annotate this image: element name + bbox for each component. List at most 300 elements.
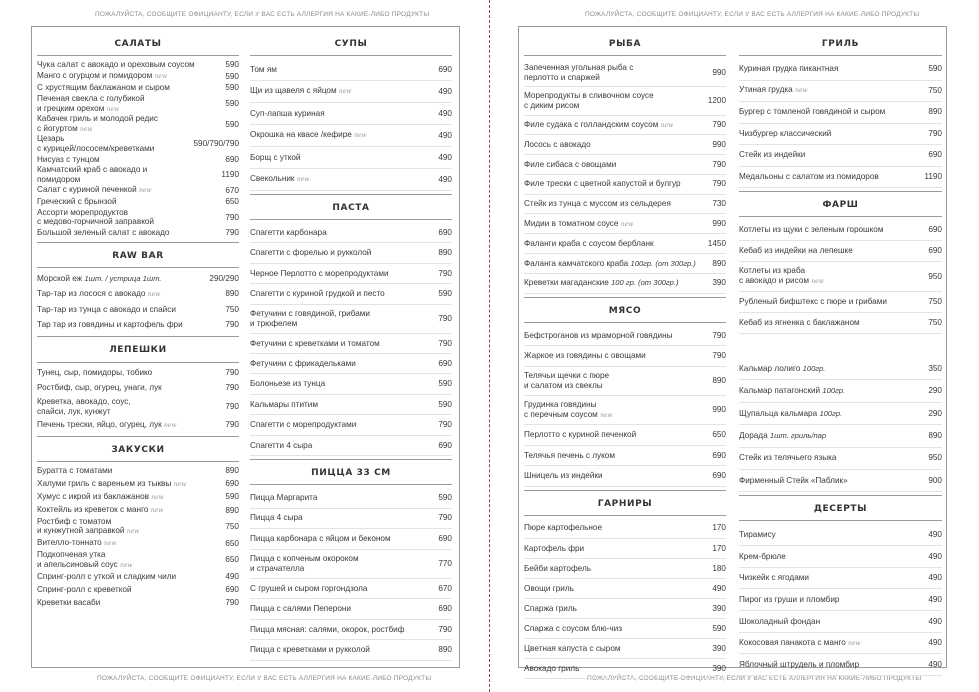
menu-item-price: 670 <box>225 185 239 195</box>
menu-item-name-line: Медальоны с салатом из помидоров <box>739 171 879 181</box>
menu-item-name <box>524 584 712 594</box>
menu-item-price: 790 <box>712 351 726 361</box>
menu-item-price: 490 <box>225 572 239 582</box>
menu-item-name <box>524 400 712 420</box>
menu-item-name <box>739 150 928 160</box>
menu-item-price: 690 <box>438 358 452 368</box>
menu-item-price: 180 <box>712 563 726 573</box>
menu-item <box>250 579 452 600</box>
section-salaty <box>37 32 239 242</box>
menu-item-name <box>37 305 225 315</box>
menu-item-name-line: Цезарь <box>37 134 65 144</box>
menu-item-name-line: Кокосовая панакота с манго <box>739 637 846 647</box>
menu-item-price: 790 <box>438 513 452 523</box>
menu-item-name-line: Тар-тар из лосося с авокадо <box>37 288 146 298</box>
menu-item-name-line: Буратта с томатами <box>37 466 113 476</box>
menu-item-name-line: Грудинка говядины <box>524 399 597 409</box>
menu-item-price: 890 <box>712 258 726 268</box>
menu-item <box>739 124 942 146</box>
menu-item-name-line: Фаланга камчатского краба <box>524 258 629 268</box>
menu-item-price: 590 <box>438 379 452 389</box>
menu-item <box>739 448 942 470</box>
new-badge: new <box>154 73 168 81</box>
menu-item <box>250 169 452 191</box>
menu-item <box>37 550 239 570</box>
section-title-deserty: ДЕСЕРТЫ <box>739 495 942 521</box>
menu-item-price: 590 <box>712 623 726 633</box>
menu-item-price: 690 <box>928 225 942 235</box>
menu-item <box>250 436 452 456</box>
menu-item-name <box>250 534 438 544</box>
menu-item-price: 490 <box>928 616 942 626</box>
menu-item-name-line: с медово-горчичной заправкой <box>37 217 154 227</box>
menu-item <box>524 619 726 639</box>
menu-item-name-line: Дорада <box>739 431 768 441</box>
menu-item-price: 590 <box>928 64 942 74</box>
menu-item <box>524 579 726 599</box>
menu-item-price: 590 <box>225 71 239 81</box>
menu-item-price: 490 <box>928 594 942 604</box>
menu-item <box>524 87 726 115</box>
menu-item-price: 690 <box>712 450 726 460</box>
menu-item-price: 750 <box>928 85 942 95</box>
menu-item <box>37 491 239 504</box>
menu-item <box>250 488 452 509</box>
menu-item-name <box>37 60 225 70</box>
menu-item-name-line: Креветки магаданские <box>524 278 609 288</box>
menu-item-price: 890 <box>928 431 942 441</box>
menu-item-name <box>37 208 225 227</box>
menu-item-name-line: Пицца Маргарита <box>250 492 318 502</box>
menu-item-name-line: Пицца с копченым окороком <box>250 554 359 564</box>
menu-item-name-line: Рубленый бифштекс с пюре и грибами <box>739 297 887 307</box>
menu-item-name <box>739 660 928 670</box>
menu-item-name-line: Картофель фри <box>524 543 585 553</box>
menu-item-name-line: Спагетти с куриной грудкой и песто <box>250 289 385 299</box>
column-1 <box>37 32 239 613</box>
menu-item-note: 100 гр. (от 300гр.) <box>611 278 679 288</box>
menu-item-name-line: Запеченная угольная рыба с <box>524 63 634 73</box>
menu-item-name <box>524 371 712 390</box>
menu-item-name <box>524 331 712 341</box>
menu-item-price: 790 <box>225 368 239 378</box>
menu-item-price: 1190 <box>221 170 239 180</box>
menu-item-name-line: Котлеты из краба <box>739 266 806 276</box>
menu-item-price: 790 <box>438 420 452 430</box>
menu-item-name-line: Халуми гриль с вареньем из тыквы <box>37 478 172 488</box>
menu-item-price: 390 <box>712 664 726 674</box>
menu-item-price: 690 <box>225 154 239 164</box>
menu-item-price: 790 <box>438 624 452 634</box>
menu-item <box>37 396 239 418</box>
menu-item <box>739 380 942 402</box>
menu-item-name <box>739 530 928 540</box>
menu-list-salaty <box>37 56 239 242</box>
menu-item-name <box>37 492 225 503</box>
section-title-kalmary <box>739 337 942 355</box>
menu-item-price: 900 <box>928 475 942 485</box>
menu-item <box>739 313 942 334</box>
menu-item-price: 750 <box>928 297 942 307</box>
new-badge: new <box>354 132 367 140</box>
menu-item-name <box>37 368 225 378</box>
menu-item <box>524 659 726 679</box>
menu-item-name <box>37 185 225 196</box>
menu-item-name <box>250 248 438 258</box>
menu-item-name <box>739 453 928 463</box>
menu-item-price: 690 <box>225 479 239 489</box>
menu-item-name-line: Фетучини с креветками и томатом <box>250 338 380 348</box>
new-badge: new <box>138 187 152 195</box>
menu-item <box>739 470 942 492</box>
menu-item-name-line: Пюре картофельное <box>524 523 602 533</box>
menu-item-name-line: Жаркое из говядины с овощами <box>524 351 646 361</box>
menu-item <box>250 264 452 284</box>
menu-item-price: 790 <box>712 179 726 189</box>
menu-item-price: 750 <box>225 522 239 532</box>
menu-item-name-line: Куриная грудка пикантная <box>739 64 839 74</box>
menu-item-name-line: Мидии в томатном соусе <box>524 218 619 228</box>
menu-list-deserty <box>739 521 942 679</box>
menu-item-price: 690 <box>928 246 942 256</box>
menu-item-note: 1шт. / устрица 1шт. <box>84 273 162 283</box>
menu-item-name-line: Фетучини с говядиной, грибами <box>250 309 370 319</box>
menu-item-price: 490 <box>928 529 942 539</box>
menu-item-price: 1450 <box>707 238 726 248</box>
menu-item-name-line: Креветка, авокадо, соус, <box>37 397 131 407</box>
menu-item-name-line: с авокадо и рисом <box>739 276 809 285</box>
menu-item <box>250 59 452 81</box>
menu-item <box>37 381 239 396</box>
menu-item <box>524 559 726 579</box>
menu-item-name <box>37 228 225 238</box>
menu-item-name <box>250 379 438 389</box>
allergy-note-top-right: ПОЖАЛУЙСТА, СООБЩИТЕ ОФИЦИАНТУ, ЕСЛИ У ВАС ЕСТЬ АЛЛЕРГИЯ НА КАКИЕ-ЛИБО ПРОДУКТЫ <box>585 11 920 18</box>
menu-item-name-line: Чука салат с авокадо и ореховым соусом <box>37 60 195 70</box>
section-farsh <box>739 191 942 337</box>
menu-item-price: 590/790/790 <box>193 139 239 149</box>
menu-list-rawbar <box>37 268 239 336</box>
menu-item-price: 490 <box>438 130 452 140</box>
menu-item-name <box>524 451 712 461</box>
menu-item-price: 650 <box>225 555 239 565</box>
section-ryba <box>524 32 726 297</box>
menu-item-name <box>250 441 438 451</box>
menu-item-name-line: Печень трески, яйцо, огурец, лук <box>37 419 162 429</box>
menu-item-name-line: и апельсиновый соус <box>37 559 118 569</box>
menu-item-price: 590 <box>225 83 239 93</box>
menu-item-name <box>524 140 712 150</box>
menu-item-name <box>739 225 928 235</box>
section-zakuski <box>37 436 239 613</box>
menu-item <box>250 640 452 661</box>
menu-item <box>250 529 452 550</box>
section-title-farsh: ФАРШ <box>739 191 942 217</box>
menu-item <box>524 446 726 467</box>
menu-item-price: 590 <box>225 492 239 502</box>
menu-item-name <box>739 573 928 583</box>
menu-item-name-line: Филе трески с цветной капустой и булгур <box>524 179 681 189</box>
menu-item-price: 990 <box>712 67 726 77</box>
menu-item <box>739 167 942 189</box>
menu-item <box>37 94 239 114</box>
menu-item <box>37 196 239 208</box>
menu-item <box>37 185 239 197</box>
menu-item-name <box>250 513 438 523</box>
menu-item-name <box>250 625 438 635</box>
menu-item <box>739 220 942 241</box>
menu-item-name <box>739 64 928 74</box>
menu-item <box>37 154 239 166</box>
menu-item <box>250 395 452 415</box>
menu-item <box>739 568 942 590</box>
menu-item-name-line: Манго с огурцом и помидором <box>37 71 153 81</box>
new-badge: new <box>151 493 164 501</box>
menu-item-name <box>524 471 712 481</box>
new-badge: new <box>338 88 352 96</box>
menu-item-name-line: и трюфелем <box>250 318 298 328</box>
menu-item-name-line: Подкопченая утка <box>37 550 106 560</box>
menu-item-price: 790 <box>225 401 239 411</box>
menu-item-name <box>37 197 225 207</box>
menu-item-name-line: Филе судака с голландским соусом <box>524 119 659 129</box>
menu-list-kalmary <box>739 355 942 495</box>
menu-item <box>739 611 942 633</box>
menu-item-name <box>250 400 438 410</box>
menu-item-price: 790 <box>438 338 452 348</box>
menu-item-name <box>739 266 928 286</box>
menu-item-name <box>250 645 438 655</box>
menu-item-price: 790 <box>438 268 452 278</box>
menu-item-name-line: Ростбиф, сыр, огурец, унаги, лук <box>37 383 162 393</box>
menu-item <box>250 223 452 243</box>
menu-item <box>524 214 726 234</box>
new-badge: new <box>150 507 164 515</box>
menu-item-name <box>250 359 438 369</box>
menu-item-name <box>37 383 225 393</box>
menu-item-name-line: Крем-брюле <box>739 551 786 561</box>
menu-item <box>524 425 726 446</box>
menu-item-price: 690 <box>928 150 942 160</box>
menu-item-name <box>250 289 438 299</box>
menu-item-name-line: с йогуртом <box>37 123 78 133</box>
menu-item-name <box>524 624 712 634</box>
menu-item-price: 590 <box>438 289 452 299</box>
menu-item-name <box>524 430 712 440</box>
menu-item <box>37 570 239 583</box>
menu-item-name <box>739 85 928 96</box>
menu-item-name <box>250 109 438 119</box>
new-badge: new <box>79 125 93 133</box>
menu-item-price: 890 <box>438 248 452 258</box>
menu-item-name <box>250 554 438 573</box>
menu-item-price: 890 <box>225 466 239 476</box>
menu-item-price: 990 <box>712 219 726 229</box>
menu-item-name-line: Спринг-ролл с креветкой <box>37 585 132 595</box>
new-badge: new <box>104 540 117 548</box>
menu-item-name-line: Салат с куриной печенкой <box>37 185 137 195</box>
menu-item-price: 790 <box>928 128 942 138</box>
new-badge: new <box>164 421 177 429</box>
menu-item-price: 390 <box>712 278 726 288</box>
menu-item-price: 490 <box>438 174 452 184</box>
menu-item-price: 690 <box>225 585 239 595</box>
menu-item <box>250 550 452 579</box>
section-gril <box>739 32 942 191</box>
menu-item <box>250 354 452 374</box>
menu-item-name-line: Греческий с брынзой <box>37 197 117 207</box>
menu-item-price: 490 <box>712 583 726 593</box>
menu-item-name-line: Кебаб из индейки на лепешке <box>739 246 853 256</box>
menu-item <box>739 59 942 81</box>
menu-item <box>37 227 239 239</box>
menu-item-name <box>524 160 712 170</box>
menu-item-name <box>739 476 928 486</box>
menu-item-name-line: Кебаб из ягненка с баклажаном <box>739 318 860 328</box>
menu-item-name <box>37 466 225 476</box>
menu-item <box>250 620 452 641</box>
new-badge: new <box>811 278 824 285</box>
menu-item-price: 690 <box>438 64 452 74</box>
menu-item-name <box>37 114 225 134</box>
menu-item-price: 590 <box>225 119 239 129</box>
menu-item-name-line: Пицца 4 сыра <box>250 513 303 523</box>
menu-item-price: 790 <box>712 159 726 169</box>
menu-item-name <box>37 94 225 114</box>
menu-item-price: 670 <box>438 583 452 593</box>
menu-item-name <box>250 65 438 75</box>
menu-item-name <box>739 431 928 441</box>
menu-item-name-line: Камчатский краб с авокадо и <box>37 165 148 175</box>
section-supy <box>250 32 452 194</box>
menu-item-name-line: С грушей и сыром горгондзола <box>250 583 368 593</box>
menu-item-name <box>250 86 438 97</box>
menu-item-name <box>739 386 928 396</box>
menu-item <box>37 537 239 550</box>
menu-item-price: 690 <box>712 471 726 481</box>
menu-item-price: 890 <box>438 645 452 655</box>
menu-item <box>739 262 942 292</box>
menu-item-price: 790 <box>712 330 726 340</box>
menu-item <box>739 425 942 447</box>
menu-item-name <box>250 339 438 349</box>
section-kalmary <box>739 337 942 495</box>
column-3 <box>524 32 726 682</box>
menu-item <box>524 254 726 274</box>
menu-item-name-line: Тунец, сыр, помидоры, тобико <box>37 368 153 378</box>
menu-item-name-line: Лосось с авокадо <box>524 139 591 149</box>
menu-item-name-line: Том ям <box>250 64 277 74</box>
menu-list-supy <box>250 56 452 194</box>
menu-item-name <box>250 420 438 430</box>
page-divider <box>489 0 490 692</box>
menu-item-name-line: с диким рисом <box>524 100 580 110</box>
menu-item-price: 730 <box>712 199 726 209</box>
menu-item-price: 1190 <box>924 171 942 181</box>
menu-item-name-line: Фирменный Стейк «Паблик» <box>739 475 848 485</box>
menu-item-name <box>37 165 221 184</box>
menu-item-price: 490 <box>438 108 452 118</box>
menu-item-name <box>37 550 225 570</box>
menu-item-name-line: Утиная грудка <box>739 85 793 95</box>
new-badge: new <box>106 105 120 113</box>
menu-item-price: 690 <box>438 227 452 237</box>
menu-item <box>37 71 239 83</box>
menu-item <box>250 305 452 334</box>
new-badge: new <box>126 528 140 536</box>
menu-item-price: 790 <box>225 320 239 330</box>
menu-item-note: 100гр. <box>802 363 826 373</box>
menu-item <box>739 292 942 313</box>
menu-item-note: 100гр. <box>819 408 843 418</box>
menu-item-name-line: и грецким орехом <box>37 103 105 113</box>
menu-item-name-line: Стейк из индейки <box>739 150 806 160</box>
menu-item-price: 290 <box>928 408 942 418</box>
menu-item-name-line: Черное Перлотто с морепродуктами <box>250 268 389 278</box>
allergy-note-top-left: ПОЖАЛУЙСТА, СООБЩИТЕ ОФИЦИАНТУ, ЕСЛИ У ВАС ЕСТЬ АЛЛЕРГИЯ НА КАКИЕ-ЛИБО ПРОДУКТЫ <box>95 11 430 18</box>
menu-item-price: 890 <box>712 376 726 385</box>
menu-item <box>524 116 726 136</box>
menu-item <box>739 102 942 124</box>
menu-list-ryba <box>524 56 726 297</box>
menu-item <box>524 195 726 215</box>
menu-item-name-line: Спринг-ролл с уткой и сладким чили <box>37 572 177 582</box>
menu-item <box>524 155 726 175</box>
menu-item-name <box>739 318 928 328</box>
menu-item-name-line: Стейк из тунца с муссом из сельдерея <box>524 199 671 209</box>
section-title-salaty: САЛАТЫ <box>37 32 239 56</box>
menu-item-name <box>524 91 708 110</box>
menu-item-name <box>37 71 225 82</box>
menu-item-name-line: Кабачек гриль и молодой редис <box>37 114 158 124</box>
menu-item-note: 1шт. гриль/пар <box>769 431 827 441</box>
menu-item-name-line: Цветная капуста с сыром <box>524 644 621 654</box>
menu-item-name <box>524 63 712 82</box>
menu-item-price: 750 <box>225 304 239 314</box>
menu-item-name-line: Тирамису <box>739 529 776 539</box>
section-garniry <box>524 490 726 683</box>
menu-item-name <box>37 289 225 300</box>
new-badge: new <box>147 290 161 298</box>
menu-item-name <box>739 364 928 374</box>
menu-list-lepeshki <box>37 363 239 436</box>
menu-item-name-line: помидором <box>37 174 81 184</box>
section-title-pizza: ПИЦЦА 33 СМ <box>250 459 452 485</box>
menu-item <box>37 583 239 596</box>
menu-item-price: 690 <box>438 440 452 450</box>
menu-item <box>37 286 239 302</box>
menu-item-price: 290/290 <box>209 273 239 283</box>
menu-item-name-line: Пицца карбонара с яйцом и беконом <box>250 533 391 543</box>
menu-item <box>250 334 452 354</box>
menu-item <box>250 103 452 125</box>
menu-item <box>739 145 942 167</box>
menu-item-name <box>739 107 928 117</box>
menu-item-name-line: Суп-лапша куриная <box>250 108 325 118</box>
menu-item-price: 790 <box>712 120 726 130</box>
menu-item <box>524 59 726 87</box>
menu-item-price: 890 <box>225 289 239 299</box>
menu-item-name-line: и салатом из свеклы <box>524 380 603 390</box>
menu-list-zakuski <box>37 462 239 613</box>
menu-item <box>524 234 726 254</box>
menu-item <box>524 346 726 367</box>
menu-item-name-line: и страчателла <box>250 563 305 573</box>
menu-item-price: 690 <box>438 604 452 614</box>
menu-item <box>37 134 239 153</box>
menu-item-name-line: Спаржа гриль <box>524 603 577 613</box>
allergy-note-bottom-right: ПОЖАЛУЙСТА, СООБЩИТЕ ОФИЦИАНТУ, ЕСЛИ У ВАС ЕСТЬ АЛЛЕРГИЯ НА КАКИЕ-ЛИБО ПРОДУКТЫ <box>587 675 922 682</box>
